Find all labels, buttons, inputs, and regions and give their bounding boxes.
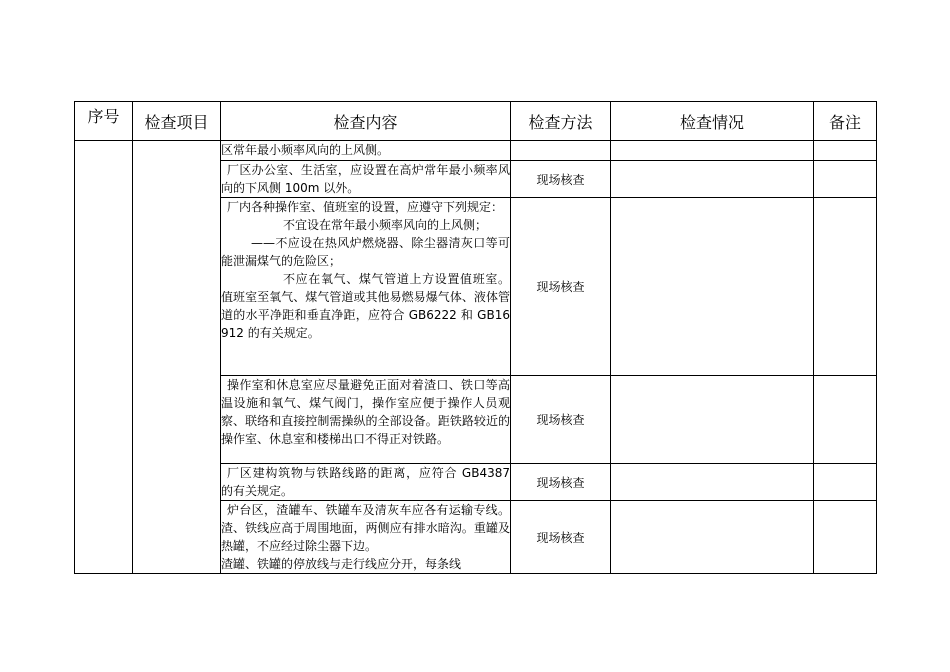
content-line: ——不应设在热风炉燃烧器、除尘器清灰口等可能泄漏煤气的危险区； bbox=[221, 236, 510, 268]
cell-remark bbox=[814, 376, 877, 464]
cell-method: 现场核查 bbox=[511, 198, 611, 376]
cell-remark bbox=[814, 464, 877, 501]
cell-method: 现场核查 bbox=[511, 161, 611, 198]
header-status: 检查情况 bbox=[611, 102, 814, 141]
inspection-table bbox=[74, 101, 877, 574]
cell-method: 现场核查 bbox=[511, 464, 611, 501]
header-content: 检查内容 bbox=[221, 102, 511, 141]
content-line: 渣罐、铁罐的停放线与走行线应分开，每条线 bbox=[221, 557, 462, 571]
header-remark: 备注 bbox=[814, 102, 877, 141]
content-line: 厂区办公室、生活室，应设置在高炉常年最小频率风向的下风侧 100m 以外。 bbox=[221, 163, 510, 195]
cell-content bbox=[221, 376, 511, 464]
cell-method: 现场核查 bbox=[511, 501, 611, 574]
cell-remark bbox=[814, 141, 877, 161]
cell-remark bbox=[814, 198, 877, 376]
header-method: 检查方法 bbox=[511, 102, 611, 141]
header-item: 检查项目 bbox=[133, 102, 221, 141]
cell-status bbox=[611, 501, 814, 574]
cell-status bbox=[611, 464, 814, 501]
table-row bbox=[75, 141, 877, 161]
cell-status bbox=[611, 141, 814, 161]
content-line: 炉台区，渣罐车、铁罐车及清灰车应各有运输专线。渣、铁线应高于周围地面，两侧应有排水暗沟。重罐及热罐，不应经过除尘器下边。 bbox=[221, 503, 510, 553]
cell-item bbox=[133, 141, 221, 574]
content-line: 操作室和休息室应尽量避免正面对着渣口、铁口等高温设施和氧气、煤气阀门，操作室应便于操作人员观察、联络和直接控制需操纵的全部设备。距铁路较近的操作室、休息室和楼梯出口不得正对铁路。 bbox=[221, 378, 510, 446]
cell-remark bbox=[814, 501, 877, 574]
cell-content bbox=[221, 501, 511, 574]
header-no: 序号 bbox=[75, 102, 133, 141]
cell-no bbox=[75, 141, 133, 574]
cell-remark bbox=[814, 161, 877, 198]
content-line: 区常年最小频率风向的上风侧。 bbox=[221, 143, 390, 157]
cell-method: 现场核查 bbox=[511, 376, 611, 464]
cell-status bbox=[611, 198, 814, 376]
cell-content bbox=[221, 141, 511, 161]
header-row bbox=[75, 102, 877, 141]
content-line: 不宜设在常年最小频率风向的上风侧； bbox=[283, 218, 488, 232]
cell-status bbox=[611, 161, 814, 198]
content-line: 厂区建构筑物与铁路线路的距离，应符合 GB4387 的有关规定。 bbox=[221, 466, 510, 498]
cell-status bbox=[611, 376, 814, 464]
cell-content bbox=[221, 161, 511, 198]
content-line: 不应在氧气、煤气管道上方设置值班室。值班室至氧气、煤气管道或其他易燃易爆气体、液体管道的水平净距和垂直净距，应符合 GB6222 和 GB16912 的有关规定。 bbox=[221, 272, 510, 340]
cell-content bbox=[221, 198, 511, 376]
content-line: 厂内各种操作室、值班室的设置，应遵守下列规定： bbox=[227, 200, 504, 214]
cell-content bbox=[221, 464, 511, 501]
cell-method bbox=[511, 141, 611, 161]
